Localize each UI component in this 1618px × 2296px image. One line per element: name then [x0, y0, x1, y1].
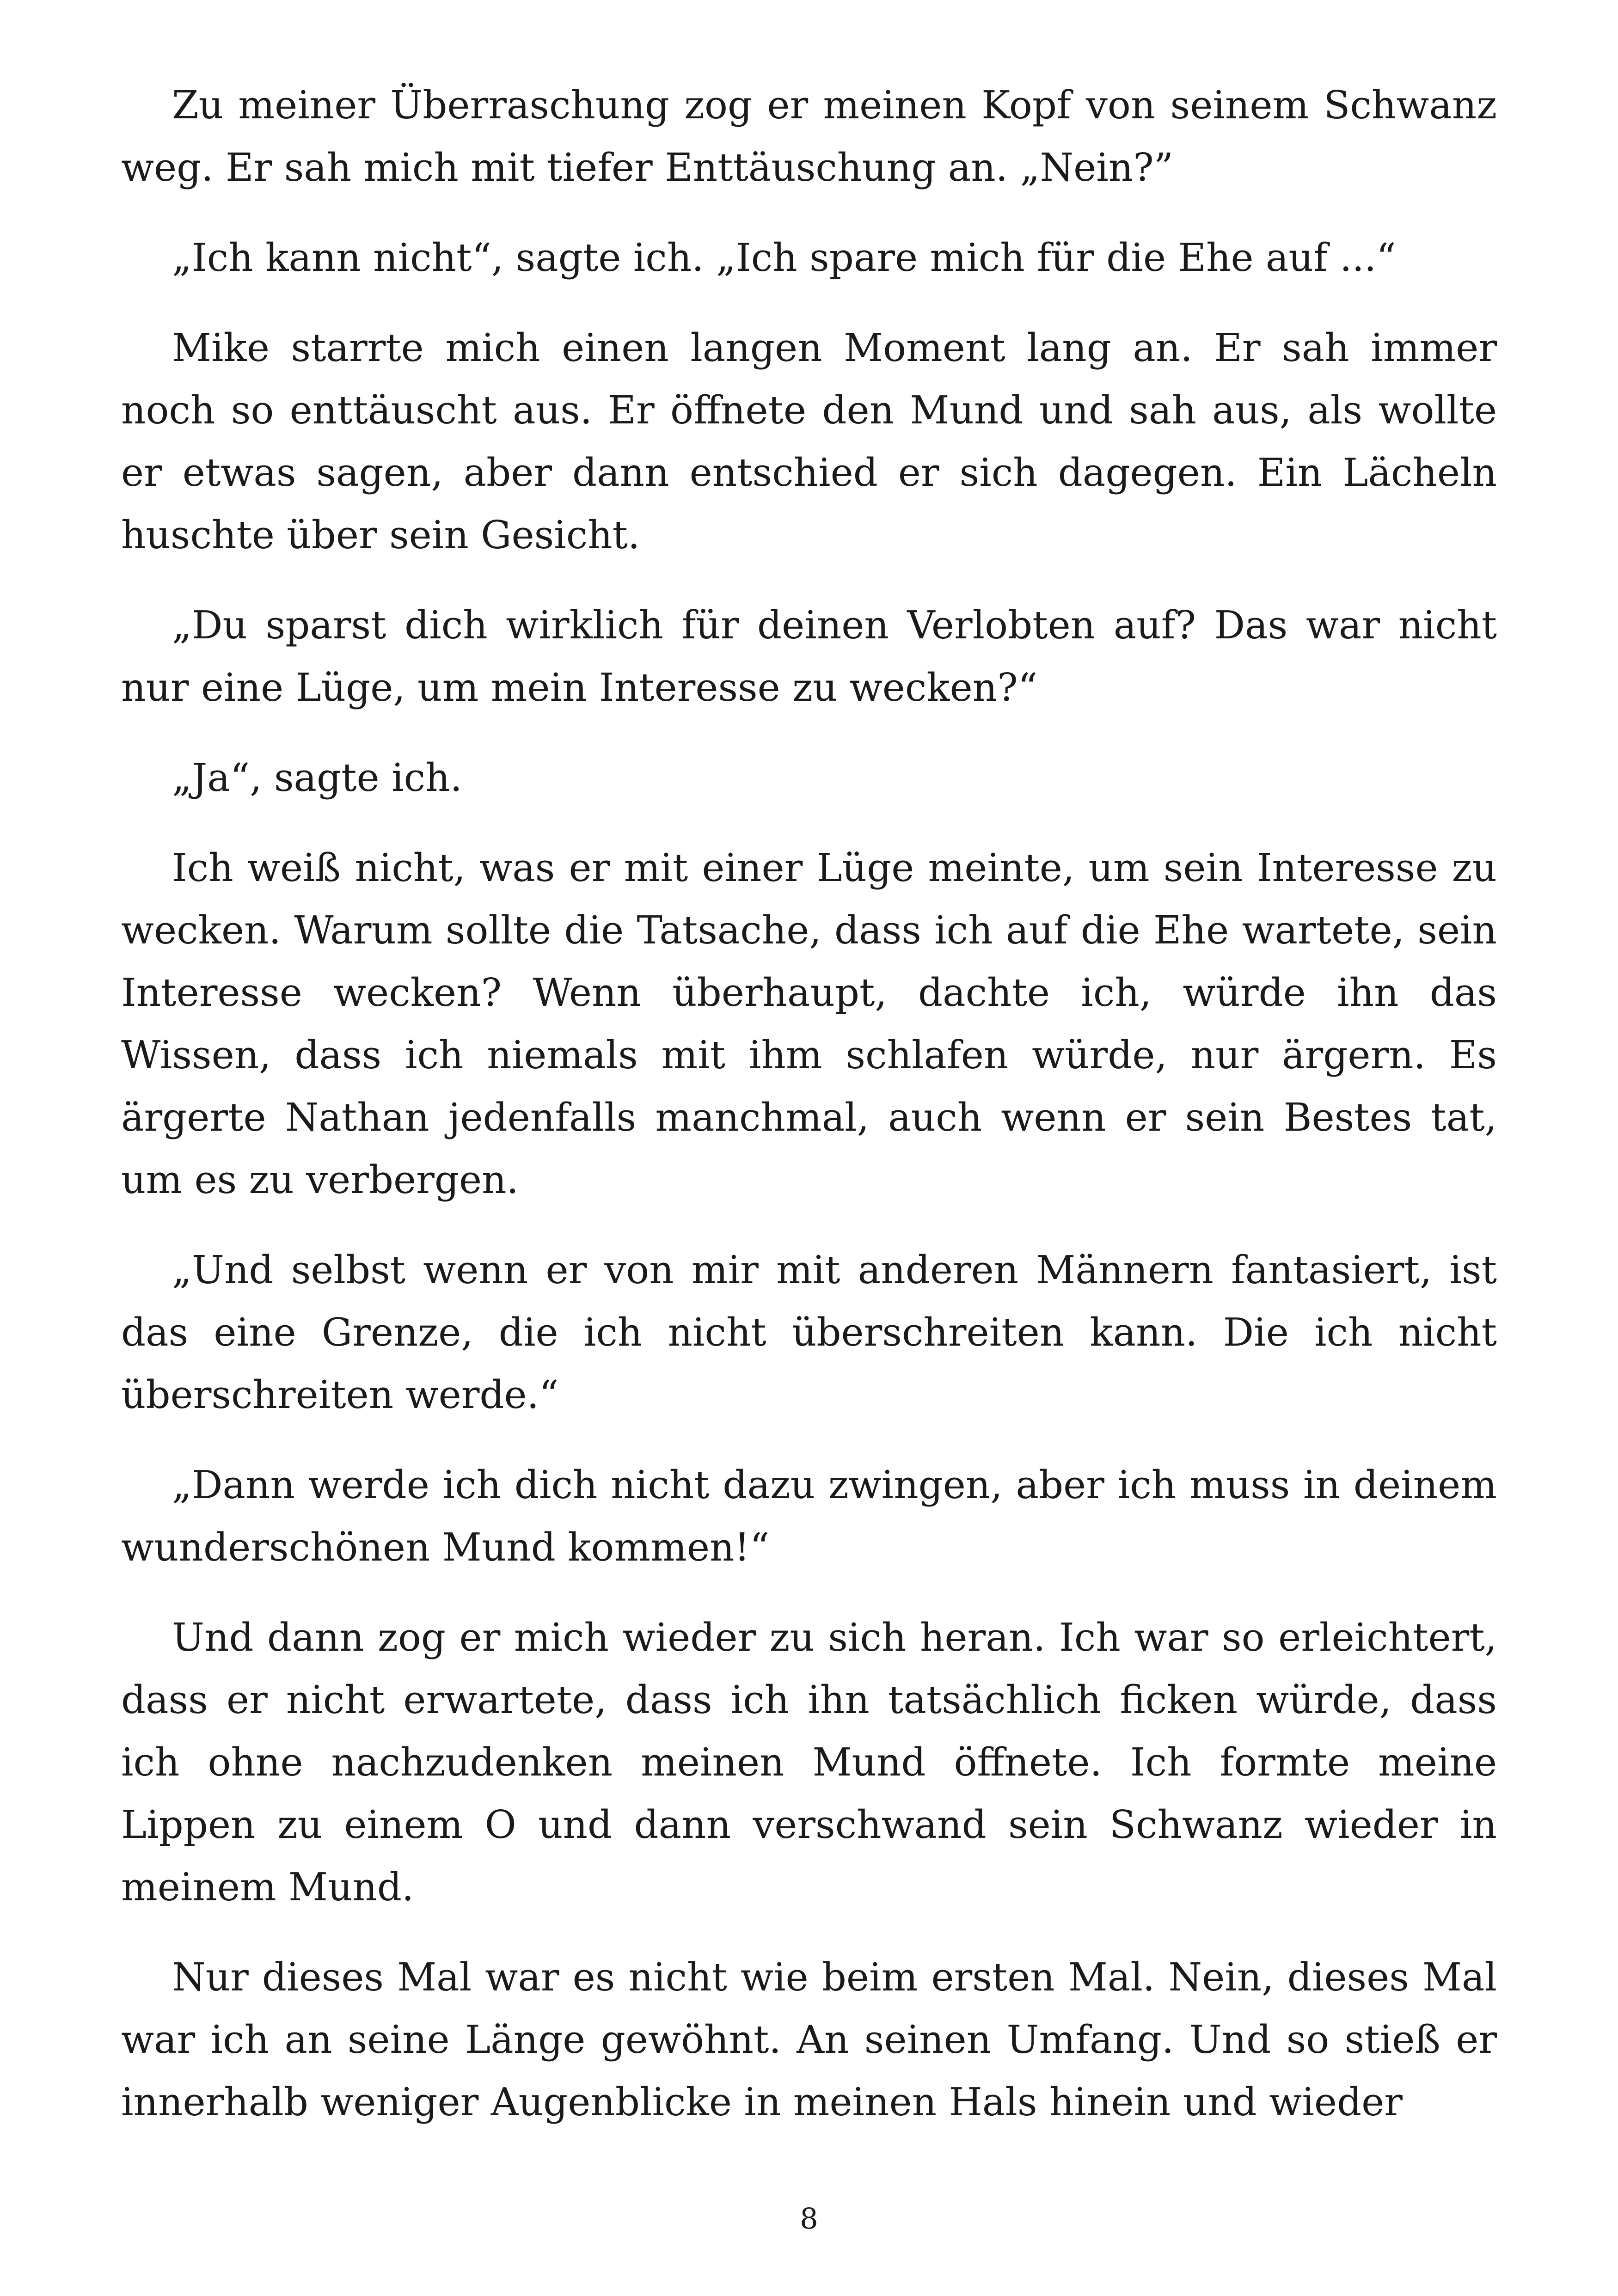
paragraph-8: „Dann werde ich dich nicht dazu zwingen, aber ich muss in deinem wunderschönen Mund kommen!“ — [121, 1463, 1497, 1570]
page-number: 8 — [800, 2202, 818, 2235]
paragraph-2: „Ich kann nicht“, sagte ich. „Ich spare mich für die Ehe auf ...“ — [172, 235, 1396, 280]
paragraph-10: Nur dieses Mal war es nicht wie beim ersten Mal. Nein, dieses Mal war ich an seine Länge gewöhnt. An seinen Umfang. Und so stieß er innerhalb weniger Augenblicke in meinen Hals hinein und wieder — [121, 1955, 1497, 2125]
paragraph-4: „Du sparst dich wirklich für deinen Verlobten auf? Das war nicht nur eine Lüge, um mein Interesse zu wecken?“ — [121, 603, 1497, 710]
paragraph-7: „Und selbst wenn er von mir mit anderen Männern fantasiert, ist das eine Grenze, die ich nicht überschreiten kann. Die ich nicht überschreiten werde.“ — [121, 1248, 1497, 1417]
paragraph-6: Ich weiß nicht, was er mit einer Lüge meinte, um sein Interesse zu wecken. Warum sollte die Tatsache, dass ich auf die Ehe wartete, sein Interesse wecken? Wenn überhaupt, dachte ich, würde ihn das Wissen, dass ich niemals mit ihm schlafen würde, nur ärgern. Es ärgerte Nathan jedenfalls manchmal, auch wenn er sein Bestes tat, um es zu verbergen. — [121, 845, 1497, 1202]
paragraph-1: Zu meiner Überraschung zog er meinen Kopf von seinem Schwanz weg. Er sah mich mit tiefer Enttäuschung an. „Nein?” — [121, 83, 1497, 190]
body-text — [121, 74, 1497, 2161]
paragraph-3: Mike starrte mich einen langen Moment lang an. Er sah immer noch so enttäuscht aus. Er öffnete den Mund und sah aus, als wollte er etwas sagen, aber dann entschied er sich dagegen. Ein Lächeln huschte über sein Gesicht. — [121, 325, 1497, 557]
paragraph-5: „Ja“, sagte ich. — [172, 755, 462, 800]
paragraph-9: Und dann zog er mich wieder zu sich heran. Ich war so erleichtert, dass er nicht erwartete, dass ich ihn tatsächlich ficken würde, dass ich ohne nachzudenken meinen Mund öffnete. Ich formte meine Lippen zu einem O und dann verschwand sein Schwanz wieder in meinem Mund. — [121, 1615, 1497, 1910]
